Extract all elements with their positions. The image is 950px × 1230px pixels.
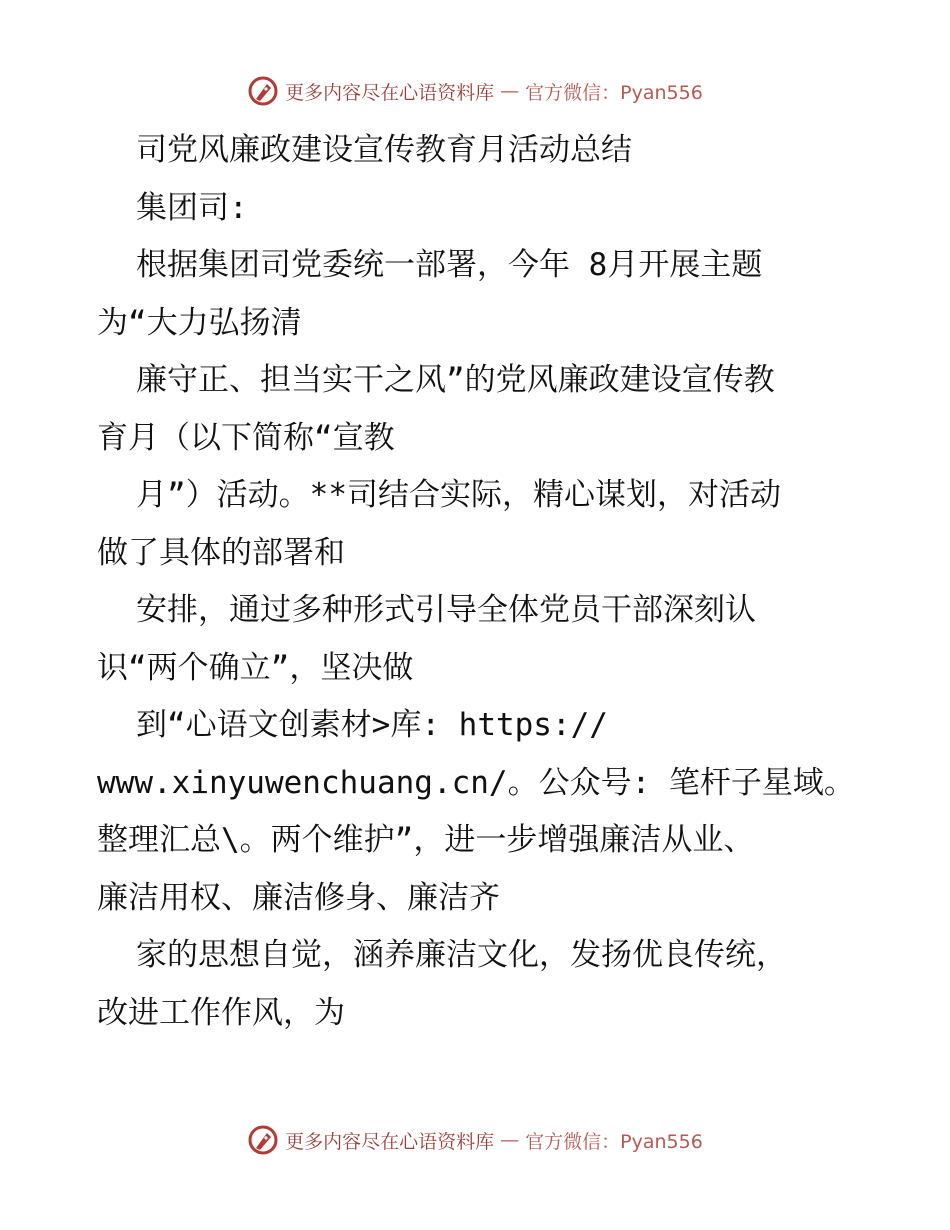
document-line: 廉守正、担当实干之风”的党风廉政建设宣传教 — [136, 362, 775, 398]
document-line: 育月（以下简称“宣教 — [97, 419, 395, 456]
header-banner-text: 更多内容尽在心语资料库 — [285, 81, 495, 104]
document-line: 根据集团司党委统一部署，今年 8月开展主题 — [136, 247, 763, 283]
document-body — [97, 122, 867, 1042]
document-line: 廉洁用权、廉洁修身、廉洁齐 — [97, 879, 500, 916]
document-line: 识“两个确立”，坚决做 — [97, 649, 414, 686]
document-line: 为“大力弘扬清 — [97, 304, 302, 341]
document-line: 做了具体的部署和 — [97, 534, 345, 571]
document-line: 月”）活动。**司结合实际，精心谋划，对活动 — [136, 477, 781, 513]
document-line: www.xinyuwenchuang.cn/。公众号: 笔杆子星域。 — [97, 764, 855, 801]
document-line: 集团司: — [136, 189, 248, 226]
footer-banner — [0, 1124, 950, 1156]
footer-banner-text: 更多内容尽在心语资料库 — [285, 1130, 495, 1153]
document-line: 整理汇总\。两个维护”，进一步增强廉洁从业、 — [97, 822, 755, 858]
document-line: 改进工作作风，为 — [97, 994, 345, 1031]
pen-nib-logo-icon — [247, 1124, 279, 1156]
footer-banner-separator: — — [500, 1129, 520, 1151]
document-line: 家的思想自觉，涵养廉洁文化，发扬优良传统， — [136, 937, 787, 973]
document-line: 到“心语文创素材>库: https:// — [136, 707, 608, 743]
pen-nib-logo-icon — [247, 75, 279, 107]
header-banner-wechat: 官方微信：Pyan556 — [525, 81, 703, 104]
footer-banner-wechat: 官方微信：Pyan556 — [525, 1130, 703, 1153]
document-title: 司党风廉政建设宣传教育月活动总结 — [136, 132, 632, 168]
document-line: 安排，通过多种形式引导全体党员干部深刻认 — [136, 592, 756, 628]
header-banner — [0, 75, 950, 107]
header-banner-separator: — — [500, 80, 520, 102]
